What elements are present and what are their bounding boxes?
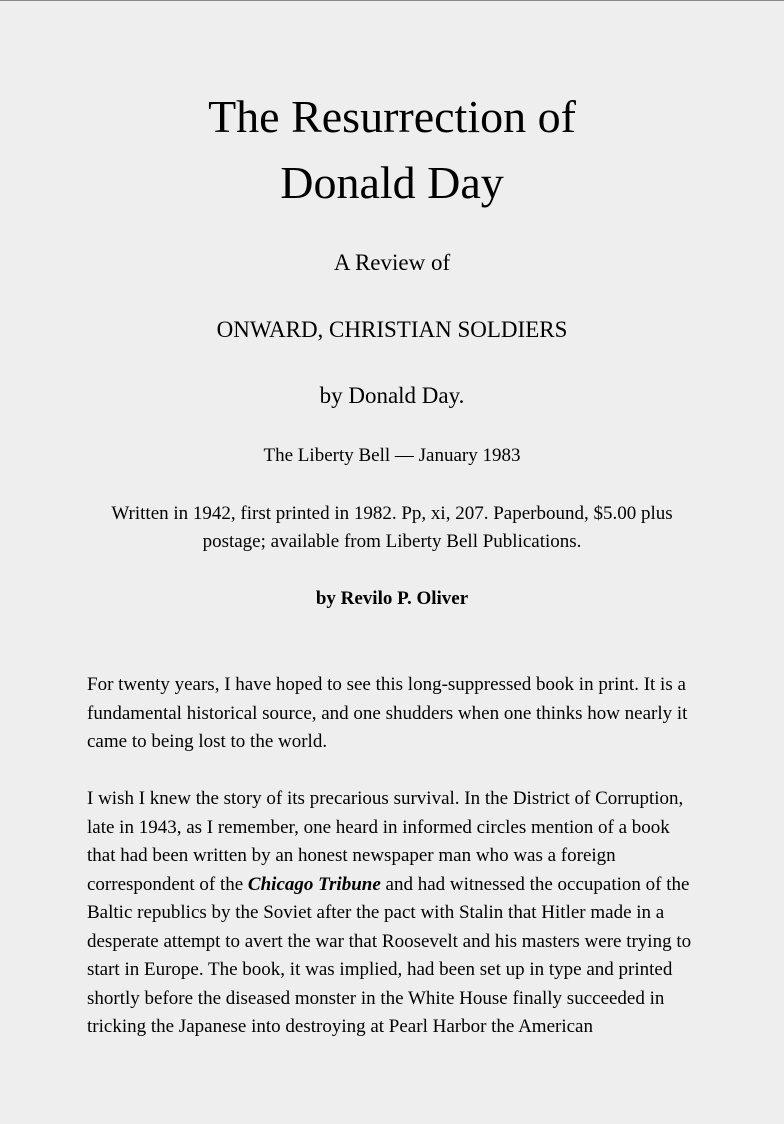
title-line-2: Donald Day <box>280 157 504 208</box>
body-paragraph-2 <box>87 785 697 1042</box>
paragraph-2-text-a: I wish I knew the story of its precarious survival. In the District of Corruption, late in 1943, as I remember, one heard in informed circles mention of a book that had been written by an honest newspaper man who was a foreign correspondent of the <box>87 788 684 895</box>
source-line: The Liberty Bell — January 1983 <box>263 445 521 466</box>
body-paragraph-1: For twenty years, I have hoped to see this long-suppressed book in print. It is a fundamental historical source, and one shudders when one thinks how nearly it came to being lost to the world. <box>87 674 688 752</box>
subtitle: A Review of <box>333 250 451 275</box>
publication-info: Written in 1942, first printed in 1982. Pp, xi, 207. Paperbound, $5.00 plus postage; available from Liberty Bell Publications. <box>111 503 673 552</box>
reviewer-byline: by Revilo P. Oliver <box>315 588 469 609</box>
paragraph-2-text-b: and had witnessed the occupation of the Baltic republics by the Soviet after the pact with Stalin that Hitler made in a desperate attempt to avert the war that Roosevelt and his masters were trying to start in Europe. The book, it was implied, had been set up in type and printed shortly before the diseased monster in the White House finally succeeded in tricking the Japanese into destroying at Pearl Harbor the American <box>87 873 692 1037</box>
page-title <box>0 84 784 216</box>
book-author: by Donald Day. <box>319 383 465 408</box>
newspaper-title: Chicago Tribune <box>247 873 381 895</box>
book-title: ONWARD, CHRISTIAN SOLDIERS <box>216 317 568 342</box>
title-line-1: The Resurrection of <box>208 91 576 142</box>
